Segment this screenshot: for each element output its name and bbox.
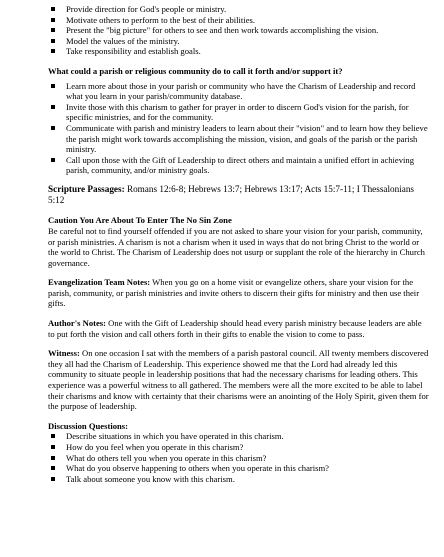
witness-paragraph: [48, 348, 430, 412]
list-item: Present the "big picture" for others to see and then work towards accomplishing the vision.: [48, 25, 430, 36]
caution-text: Be careful not to find yourself offended if you are not asked to share your vision for your parish, community, or parish ministries. A charism is not a charism when it used in ways that do not bring Christ to the world or the world to Christ. The Charism of Leadership does not usurp or supplant the role of the hierarchy in Church governance.: [48, 225, 425, 268]
caution-heading: Caution You Are About To Enter The No Sin Zone: [48, 215, 232, 226]
discussion-section: [48, 421, 430, 485]
list-item: Motivate others to perform to the best of their abilities.: [48, 15, 430, 26]
list-item: Talk about someone you know with this charism.: [48, 474, 430, 485]
list-item: Provide direction for God's people or ministry.: [48, 4, 430, 15]
scripture-label: Scripture Passages:: [48, 183, 125, 194]
call-forth-heading: What could a parish or religious community do to call it forth and/or support it?: [48, 65, 343, 76]
top-bullet-list: [48, 4, 430, 57]
list-item: Invite those with this charism to gather for prayer in order to discern God's vision for the parish, for specific ministries, and for the community.: [48, 102, 430, 123]
list-item: How do you feel when you operate in this charism?: [48, 442, 430, 453]
authors-text: One with the Gift of Leadership should head every parish ministry because leaders are able to put forth the vision and call others forth in their gifts to enable the vision to come to pass.: [48, 318, 422, 339]
caution-section: [48, 215, 430, 268]
scripture-text: Romans 12:6-8; Hebrews 13:7; Hebrews 13:17; Acts 15:7-11; I Thessalonians 5:12: [48, 183, 415, 206]
discussion-heading: Discussion Questions:: [48, 420, 128, 431]
call-forth-bullet-list: [48, 81, 430, 176]
authors-label: Author's Notes:: [48, 318, 107, 329]
list-item: Describe situations in which you have operated in this charism.: [48, 431, 430, 442]
witness-label: Witness:: [48, 348, 80, 359]
evangelization-text: When you go on a home visit or evangelize others, share your vision for the parish, community, or parish ministries and invite others to discern their gifts for ministry and then use their gifts.: [48, 277, 420, 309]
list-item: Model the values of the ministry.: [48, 36, 430, 47]
authors-notes: [48, 318, 430, 339]
list-item: Communicate with parish and ministry leaders to learn about their "vision" and to learn how they believe the parish might work towards accomplishing the mission, vision, and goals of the parish or the parish ministry.: [48, 123, 430, 155]
witness-text: On one occasion I sat with the members of a parish pastoral council. All twenty members discovered they all had the Charism of Leadership. This experience showed me that the Lord had already led this community to situate people in leadership positions that had the necessary charisms for leading others. This experience was a powerful witness to all gathered. The members were all the more excited to be able to label their charisms and know with certainty that their charisms were an anointing of the Holy Spirit, given them for the purpose of leadership.: [48, 348, 429, 412]
list-item: What do others tell you when you operate in this charism?: [48, 453, 430, 464]
scripture-passages: [48, 184, 430, 206]
call-forth-section: [48, 66, 430, 176]
evangelization-label: Evangelization Team Notes:: [48, 277, 151, 288]
list-item: What do you observe happening to others when you operate in this charism?: [48, 463, 430, 474]
list-item: Call upon those with the Gift of Leadership to direct others and maintain a unified effort in achieving parish, community, and/or ministry goals.: [48, 155, 430, 176]
list-item: Take responsibility and establish goals.: [48, 46, 430, 57]
evangelization-notes: [48, 277, 430, 309]
list-item: Learn more about those in your parish or community who have the Charism of Leadership and record what you learn in your parish/community database.: [48, 81, 430, 102]
discussion-bullet-list: [48, 431, 430, 484]
